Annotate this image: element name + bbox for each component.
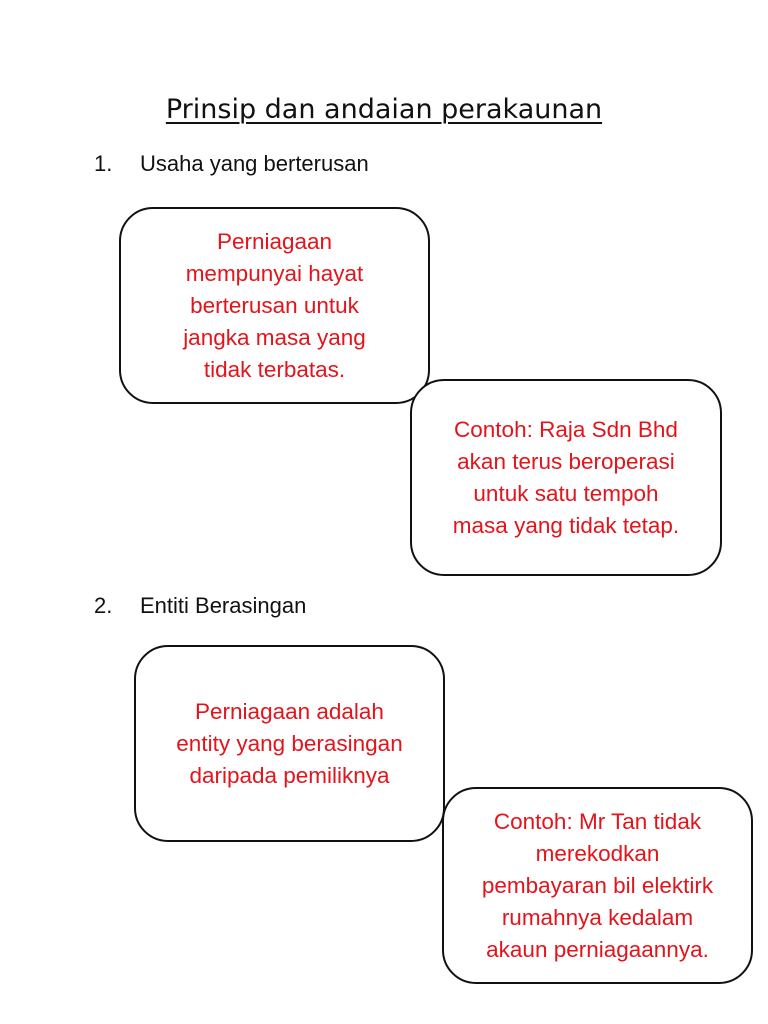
section-heading-text-1: Usaha yang berterusan	[140, 151, 369, 176]
definition-box-1	[119, 207, 430, 404]
section-heading-1	[94, 150, 369, 178]
example-text-2: Contoh: Mr Tan tidak merekodkan pembayaran bil elektirk rumahnya kedalam akaun perniagaannya.	[481, 808, 714, 962]
page-title-text: Prinsip dan andaian perakaunan	[165, 94, 603, 125]
example-box-1	[410, 379, 722, 576]
definition-text-2: Perniagaan adalah entity yang berasingan daripada pemiliknya	[176, 698, 403, 788]
example-box-2	[442, 787, 753, 984]
example-text-1: Contoh: Raja Sdn Bhd akan terus beroperasi untuk satu tempoh masa yang tidak tetap.	[452, 416, 680, 538]
definition-text-1: Perniagaan mempunyai hayat berterusan untuk jangka masa yang tidak terbatas.	[183, 228, 366, 382]
definition-box-2	[134, 645, 445, 842]
page-title	[0, 92, 768, 128]
section-heading-2	[94, 592, 306, 620]
section-number-2: 2.	[94, 593, 113, 618]
section-number-1: 1.	[94, 151, 113, 176]
section-heading-text-2: Entiti Berasingan	[140, 593, 307, 618]
